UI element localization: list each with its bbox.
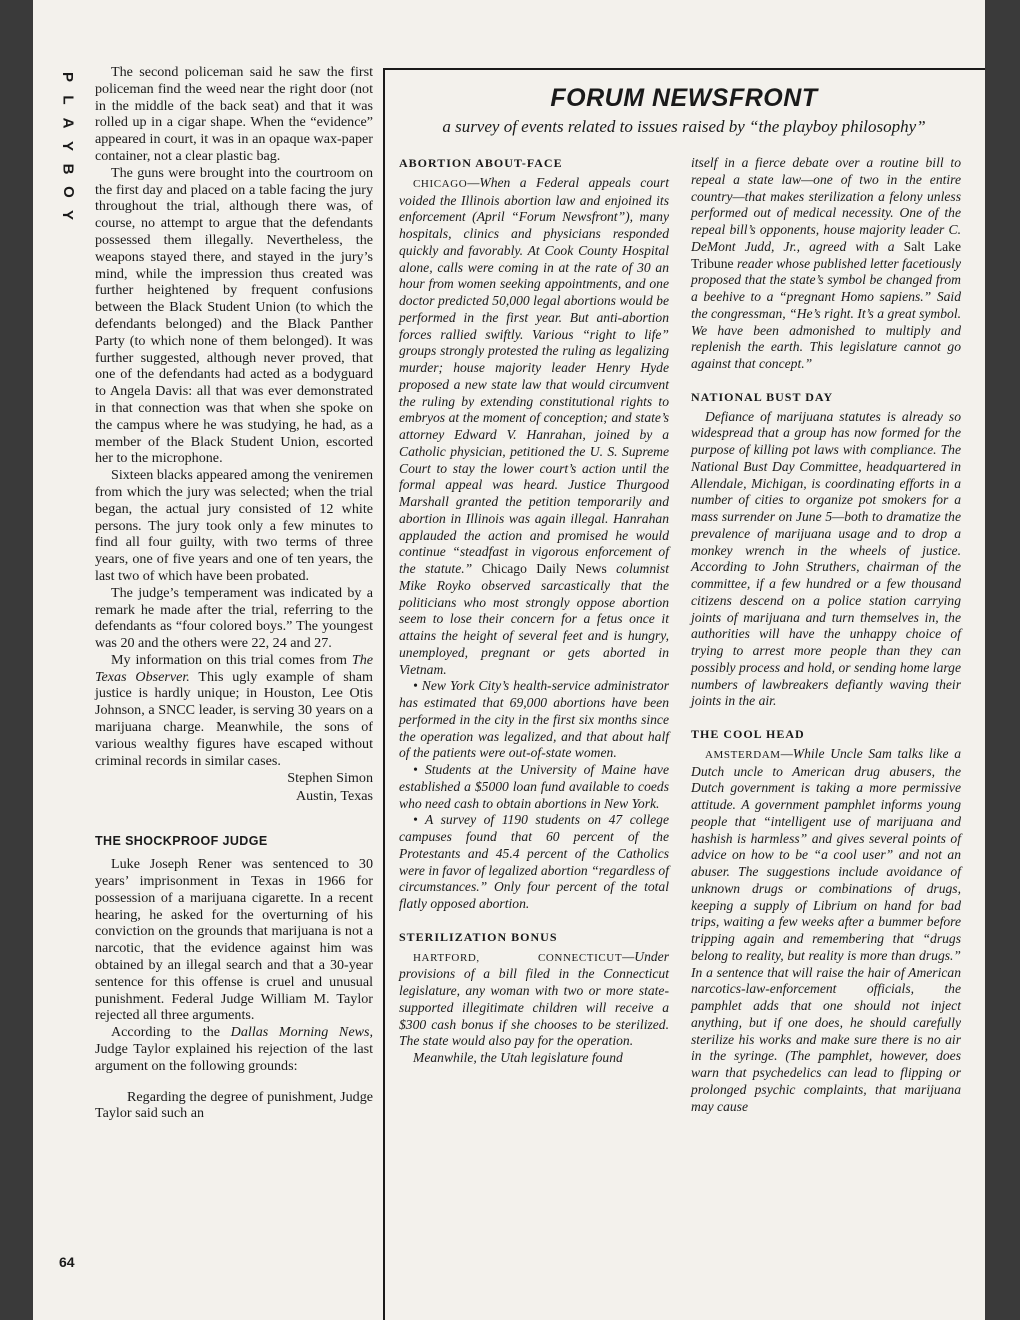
text-run: Judge Taylor explained his rejection of the last argument on the following grounds: <box>95 1041 373 1074</box>
section-heading: THE SHOCKPROOF JUDGE <box>95 834 268 849</box>
paragraph: Meanwhile, the Utah legislature found <box>413 1050 623 1065</box>
paragraph: The judge’s temperament was indicated by a remark he made after the trial, referring to the defendants as “four colored boys.” The youngest was 20 and the others were 22, 24 and 27. <box>95 584 373 652</box>
dateline: AMSTERDAM <box>705 748 781 761</box>
paragraph <box>399 175 669 679</box>
text-run: My information on this trial comes from <box>111 651 352 668</box>
running-head-letter: P <box>59 71 77 84</box>
paragraph: The second policeman said he saw the first policeman find the weed near the right door (not in the middle of the back seat) and that it was rolled up in a cigar shape. When the “evidence” appeared in court, it was in an opaque wax-paper container, not a clear plastic bag. <box>95 64 373 164</box>
running-head-letter: Y <box>59 140 77 153</box>
text-run: This ugly example of sham justice is hardly unique; in Houston, Lee Otis Johnson, a SNCC leader, is serving 30 years on a marijuana charge. Meanwhile, the sons of various wealthy figures have escaped without criminal records in similar cases. <box>95 668 373 769</box>
block-quote: Regarding the degree of punishment, Judge Taylor said such an <box>95 1088 373 1122</box>
bullet-item: • Students at the University of Maine have established a $5000 loan fund available to coeds who need cash to obtain abortions in New York. <box>399 762 669 811</box>
text-run: —While Uncle Sam talks like a Dutch uncle to American drug abusers, the Dutch government is taking a more permissive attitude. A government pamphlet informs young people that “intelligent use of marijuana and hashish is harmless” and gives several points of advice on how to be “a cool user” and not an abuser. The suggestions include avoidance of unknown drugs or combinations of drugs, keeping a supply of Librium on hand for bad trips, waiting a few weeks after a bummer before tripping again and remembering that “drugs belong to reality, but reality is more than drugs.” In a sentence that will raise the hair of American narcotics-law-enforcement officials, the pamphlet adds that one should not inject anything, but if one does, he should carefully sterilize his works and make sure there is no air in the syringe. (The pamphlet, however, does warn that psychedelics can lead to flipping or prolonged psychic complaints, that marijuana may cause <box>691 745 961 1114</box>
running-head-letter: B <box>59 163 77 176</box>
paragraph <box>95 652 373 770</box>
publication-name: Salt Lake Tribune <box>691 238 961 271</box>
paragraph <box>399 949 669 1051</box>
publication-name: Chicago Daily News <box>481 561 607 576</box>
forum-column-right <box>691 155 961 1115</box>
text-run: —When a Federal appeals court voided the Illinois abortion law and enjoined its enforcement (April “Forum Newsfront”), many hospitals, clinics and physicians responded quickly and favorably. At Cook County Hospital alone, calls were coming in at the rate of 30 an hour from women seeking appointments, and one doctor predicted 50,000 legal abortions would be performed in the first year. But anti-abortion forces rallied swiftly. Various “right to life” groups strongly protested the ruling as legalizing murder; house majority leader Henry Hyde proposed a new state law that would circumvent the ruling by extending constitutional rights to embryos at the moment of conception; and state’s attorney Edward V. Hanrahan, joined by a Catholic physician, petitioned the U. S. Supreme Court to stay the lower court’s action until the formal appeal was heard. Justice Thurgood Marshall granted the petition temporarily and abortion in Illinois was again illegal. Hanrahan applauded the action and promised he would continue “steadfast in vigorous enforcement of the statute.” <box>399 174 669 576</box>
paragraph <box>691 746 961 1116</box>
signature-place: Austin, Texas <box>295 788 373 805</box>
letter-column <box>95 64 373 1122</box>
bullet-item: • New York City’s health-service administrator has estimated that 69,000 abortions have been performed in the city in the first six months since the operation was legalized, and that about half of the patients were out-of-state women. <box>399 678 669 761</box>
running-head-letter: A <box>59 117 77 130</box>
section-heading: STERILIZATION BONUS <box>399 929 558 944</box>
running-head-letter: L <box>59 95 77 106</box>
text-run: itself in a fierce debate over a routine bill to repeal a state law—one of two in the entire country—that makes sterilization a felony unless performed out of medical necessity. One of the repeal bill’s opponents, house majority leader C. DeMont Judd, Jr., agreed with a <box>691 155 961 254</box>
paragraph: Luke Joseph Rener was sentenced to 30 years’ imprisonment in Texas in 1966 for possession of a marijuana cigarette. In a recent hearing, he asked for the overturning of his conviction on the grounds that marijuana is not a narcotic, that the evidence against him was obtained by an illegal search and that a 30-year sentence for this offense is cruel and unusual punishment. Federal Judge William M. Taylor rejected all three arguments. <box>95 856 373 1024</box>
running-head-letter: Y <box>59 209 77 222</box>
paragraph <box>691 155 961 373</box>
text-run: columnist Mike Royko observed sarcastically that the politicians who most strongly oppose abortion seem to lose their concern for a fetus once it attains the height of several feet and is hungry, unemployed, pregnant or gets aborted in Vietnam. <box>399 561 669 677</box>
paragraph: Sixteen blacks appeared among the veniremen from which the jury was selected; when the trial began, the actual jury consisted of 12 white persons. The jury took only a few minutes to find all four guilty, with two terms of three years, one of five years and one of ten years, the last two of which have been probated. <box>95 467 373 584</box>
section-heading: THE COOL HEAD <box>691 727 805 741</box>
section-heading: NATIONAL BUST DAY <box>691 389 834 404</box>
section-heading: ABORTION ABOUT-FACE <box>399 156 563 170</box>
text-run: reader whose published letter facetiously proposed that the state’s symbol be changed from a beehive to a “pregnant Homo sapiens.” Said the congressman, “He’s right. It’s a great symbol. We have been admonished to multiply and replenish the earth. This legislature cannot go against that concept.” <box>691 255 961 371</box>
bullet-item: • A survey of 1190 students on 47 college campuses found that 60 percent of the Protestants and 45.4 percent of the Catholics were in favor of legalized abortion “regardless of circumstances.” Only four percent of the total flatly opposed abortion. <box>399 812 669 911</box>
magazine-page <box>33 0 985 1320</box>
dateline: HARTFORD, CONNECTICUT <box>413 951 623 964</box>
paragraph: The guns were brought into the courtroom on the first day and placed on a table facing the jury throughout the trial, although there was, of course, no attempt to argue that the defendants possessed them illegally. Nevertheless, the weapons stayed there, and stayed in the jury’s mind, while the impression thus created was further heightened by frequent confusions between the Black Student Union (to which the defendants belonged) and the Black Panther Party (to which none of them belonged). It was further suggested, although never proved, that one of the defendants had acted as a bodyguard to Angela Davis: all that was ever demonstrated in that connection was that when she spoke on the campus where he was studying, he had, as a member of the Black Student Union, escorted her to the microphone. <box>95 164 373 467</box>
forum-subtitle: a survey of events related to issues raised by “the playboy philosophy” <box>442 117 926 136</box>
text-run: According to the <box>111 1024 231 1041</box>
text-run: —Under provisions of a bill filed in the Connecticut legislature, any woman with two or more state-supported illegitimate children will receive a $300 cash bonus if she chooses to be sterilized. The state would also pay for the operation. <box>399 948 669 1049</box>
signature-name: Stephen Simon <box>287 770 373 787</box>
running-head <box>59 66 77 227</box>
page-number: 64 <box>59 1254 75 1270</box>
dateline: CHICAGO <box>413 177 468 190</box>
forum-column-left <box>399 155 669 1067</box>
publication-name: The Texas Observer. <box>95 651 373 685</box>
paragraph <box>95 1024 373 1074</box>
paragraph: Defiance of marijuana statutes is already so widespread that a group has now formed for the purpose of killing pot laws with compliance. The National Bust Day Committee, headquartered in Allendale, Michigan, is coordinating efforts in a number of cities to organize pot smokers for a mass surrender on June 5—both to dramatize the prevalence of marijuana usage and to drop a monkey wrench in the wheels of justice. According to John Struthers, chairman of the committee, if a few hundred or a few thousand citizens descend on a police station carrying joints of marijuana and turn themselves in, the authorities will have the unhappy choice of trying to arrest more people than they can possibly process and hold, or sending home large numbers of lawbreakers defiantly waving their joints in the air. <box>691 408 961 709</box>
running-head-letter: O <box>59 186 77 199</box>
forum-title: FORUM NEWSFRONT <box>550 84 818 112</box>
publication-name: Dallas Morning News, <box>230 1024 373 1041</box>
